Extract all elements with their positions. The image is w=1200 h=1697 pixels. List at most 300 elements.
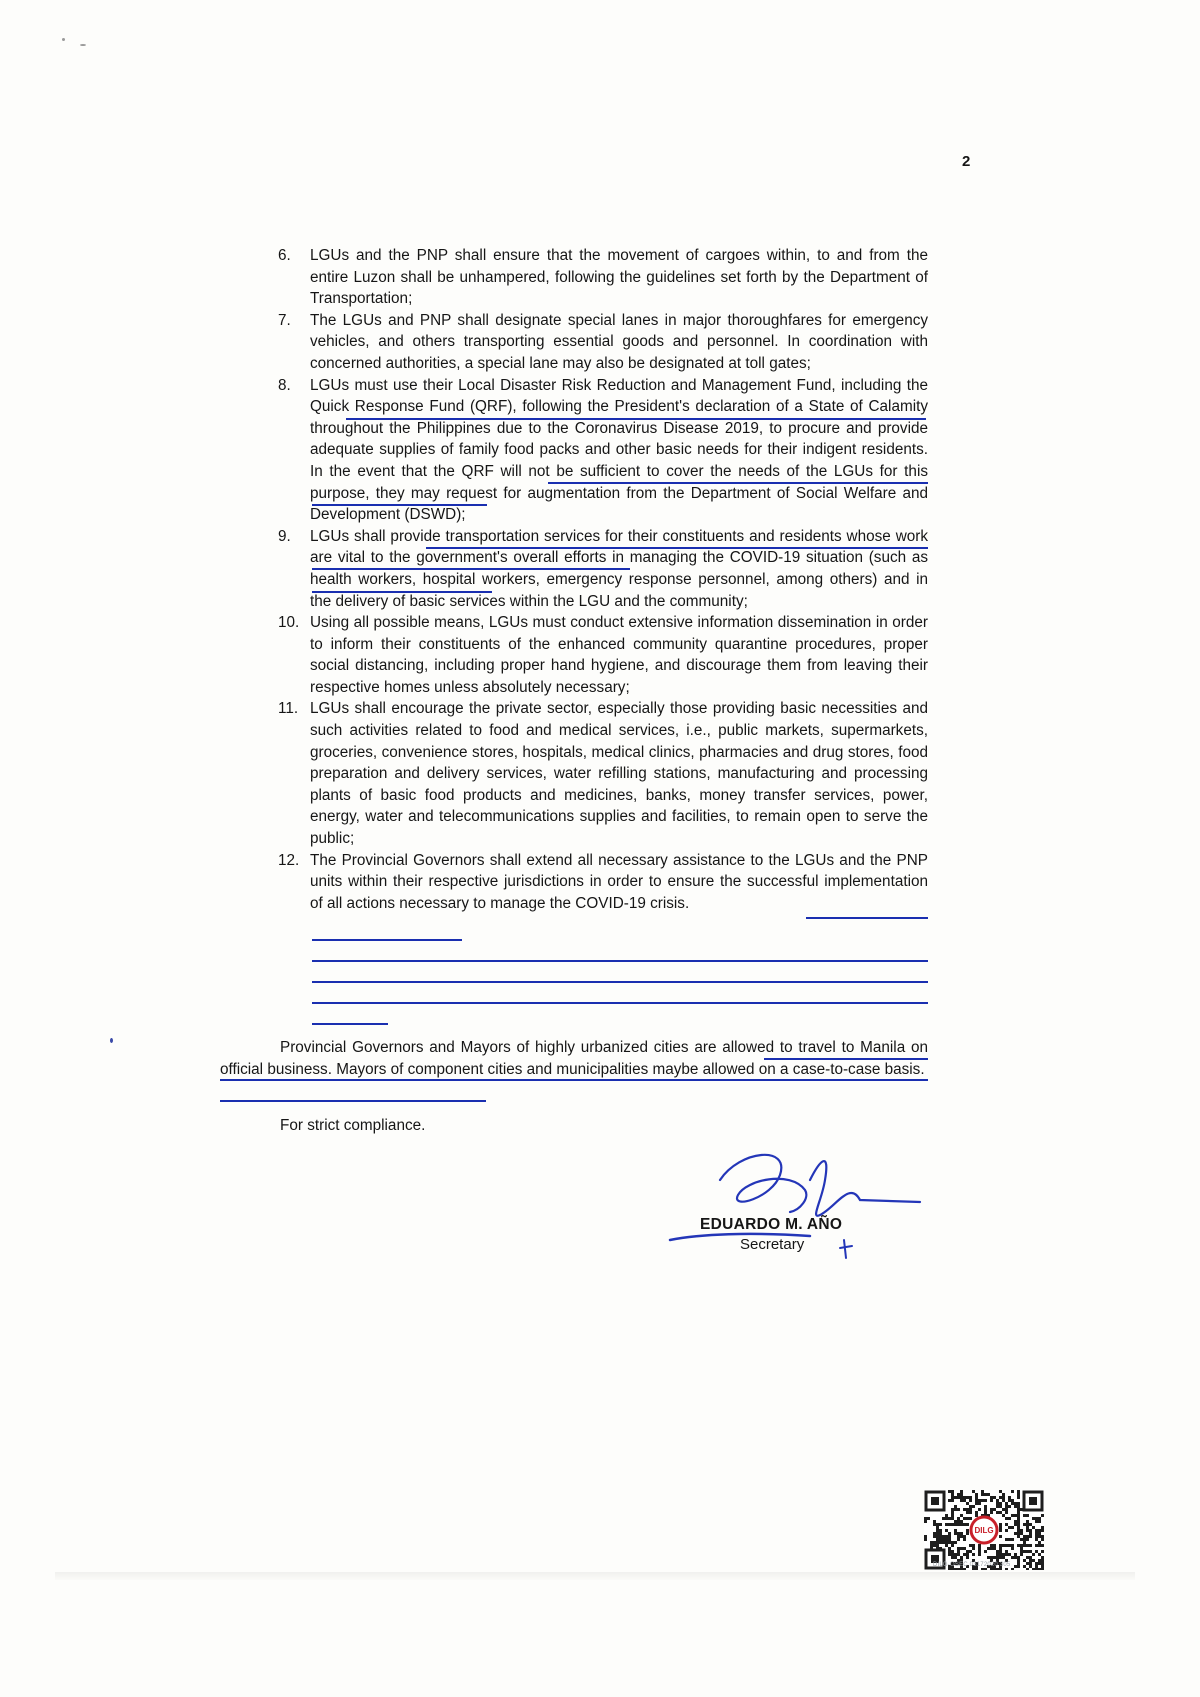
qr-module (936, 1529, 939, 1532)
qr-module (924, 1520, 927, 1523)
scan-edge-divider (55, 1572, 1135, 1580)
pen-underline (312, 1023, 388, 1025)
qr-module (1005, 1508, 1008, 1511)
qr-module (1020, 1547, 1023, 1550)
qr-module (984, 1499, 987, 1502)
qr-module (951, 1544, 954, 1547)
qr-module (1029, 1532, 1032, 1535)
qr-module (954, 1541, 957, 1544)
qr-module (933, 1520, 936, 1523)
qr-module (1035, 1529, 1038, 1532)
list-item-text: The LGUs and PNP shall designate special lanes in major thoroughfares for emergency vehicles, and others transporting essential goods and personnel. In coordination with concerned authorities, a special lane may also be designated at toll gates; (310, 311, 928, 372)
qr-module (969, 1508, 972, 1511)
qr-module (963, 1517, 966, 1520)
qr-module (966, 1556, 969, 1559)
qr-module (1005, 1511, 1008, 1514)
qr-module (1029, 1556, 1032, 1559)
qr-module (942, 1517, 945, 1520)
qr-module (942, 1535, 945, 1538)
qr-module (972, 1568, 975, 1570)
list-item-text: LGUs shall encourage the private sector, especially those providing basic necessities and such activities related to food and medical services, i.e., public markets, supermarkets, groceries, convenience stores, hospitals, medical clinics, pharmacies and drug stores, food preparation and delivery services, water refilling stations, manufacturing and processing plants of basic food products and medicines, banks, money transfer services, power, energy, water and telecommunications supplies and facilities, to remain open to serve the public; (310, 700, 928, 848)
qr-module (951, 1511, 954, 1514)
qr-module (1032, 1559, 1035, 1562)
qr-module (1002, 1514, 1005, 1517)
qr-module (1038, 1568, 1041, 1570)
qr-module (1035, 1568, 1038, 1570)
qr-module (948, 1568, 951, 1570)
page-number: 2 (962, 153, 971, 170)
qr-module (975, 1514, 978, 1517)
qr-module (1035, 1565, 1038, 1568)
qr-module (1008, 1517, 1011, 1520)
qr-module (993, 1547, 996, 1550)
qr-module (966, 1502, 969, 1505)
signatory-name: EDUARDO M. AÑO (700, 1216, 843, 1233)
qr-module (936, 1538, 939, 1541)
qr-module (1041, 1568, 1044, 1570)
list-item (278, 310, 928, 375)
qr-module (1035, 1562, 1038, 1565)
qr-module (960, 1493, 963, 1496)
qr-module (1011, 1526, 1014, 1529)
qr-module (951, 1508, 954, 1511)
qr-module (948, 1523, 951, 1526)
qr-module (1008, 1526, 1011, 1529)
qr-module (1011, 1556, 1014, 1559)
qr-module (978, 1499, 981, 1502)
qr-module (1017, 1544, 1020, 1547)
qr-module (1023, 1541, 1026, 1544)
qr-module (1008, 1544, 1011, 1547)
qr-module (1005, 1538, 1008, 1541)
qr-module (930, 1541, 933, 1544)
qr-module (996, 1556, 999, 1559)
pen-underline (220, 1100, 486, 1102)
qr-module (1017, 1496, 1020, 1499)
qr-module (996, 1505, 999, 1508)
qr-module (990, 1547, 993, 1550)
qr-module (1017, 1493, 1020, 1496)
qr-module (966, 1532, 969, 1535)
qr-module (948, 1553, 951, 1556)
qr-module (936, 1523, 939, 1526)
qr-module (990, 1496, 993, 1499)
qr-module (984, 1493, 987, 1496)
qr-module (939, 1532, 942, 1535)
qr-module (1002, 1496, 1005, 1499)
qr-module (951, 1496, 954, 1499)
qr-module (954, 1553, 957, 1556)
qr-module (954, 1568, 957, 1570)
qr-module (1008, 1499, 1011, 1502)
qr-module (990, 1511, 993, 1514)
qr-module (1017, 1559, 1020, 1562)
list-item (278, 850, 928, 915)
qr-module (954, 1505, 957, 1508)
qr-module (981, 1499, 984, 1502)
qr-module (1029, 1529, 1032, 1532)
qr-module (1038, 1517, 1041, 1520)
qr-module (930, 1544, 933, 1547)
qr-module (1011, 1490, 1014, 1493)
list-item-number: 9. (278, 527, 291, 545)
qr-module (951, 1568, 954, 1570)
qr-module (1002, 1493, 1005, 1496)
qr-module (999, 1547, 1002, 1550)
list-item-text: LGUs shall provide transportation services for their constituents and residents whose work are vital to the government's overall efforts in managing the COVID-19 situation (such as health workers, hospital workers, emergency response personnel, among others) and in the delivery of basic services within the LGU and the community; (310, 527, 928, 610)
qr-module (1017, 1502, 1020, 1505)
qr-module (1023, 1523, 1026, 1526)
qr-module (1014, 1523, 1017, 1526)
qr-module (960, 1514, 963, 1517)
qr-module (1041, 1526, 1044, 1529)
qr-module (1026, 1568, 1029, 1570)
qr-module (936, 1541, 939, 1544)
list-item (278, 612, 928, 698)
qr-module (924, 1538, 927, 1541)
qr-module (963, 1523, 966, 1526)
qr-module (975, 1493, 978, 1496)
pen-underline (312, 939, 462, 941)
qr-module (963, 1568, 966, 1570)
qr-module (1026, 1520, 1029, 1523)
qr-module (1023, 1514, 1026, 1517)
qr-module (1014, 1505, 1017, 1508)
qr-module (957, 1508, 960, 1511)
qr-module (948, 1535, 951, 1538)
qr-module (1041, 1538, 1044, 1541)
qr-module (999, 1505, 1002, 1508)
qr-module (948, 1541, 951, 1544)
qr-module (1041, 1529, 1044, 1532)
pen-underline (312, 591, 492, 593)
qr-module (966, 1508, 969, 1511)
qr-module (999, 1544, 1002, 1547)
qr-module (942, 1538, 945, 1541)
qr-module (1017, 1523, 1020, 1526)
qr-module (960, 1556, 963, 1559)
qr-module (1035, 1532, 1038, 1535)
qr-module (951, 1499, 954, 1502)
qr-module (990, 1568, 993, 1570)
qr-module (1032, 1553, 1035, 1556)
qr-module (1011, 1538, 1014, 1541)
qr-module (951, 1490, 954, 1493)
qr-module (1041, 1562, 1044, 1565)
closing-paragraph: Provincial Governors and Mayors of highly urbanized cities are allowed to travel to Manila on official business. Mayors of component cities and municipalities maybe allowed on a case-to-case basis. (220, 1039, 928, 1078)
qr-module (1035, 1544, 1038, 1547)
qr-module (939, 1538, 942, 1541)
qr-module (966, 1529, 969, 1532)
qr-module (1035, 1538, 1038, 1541)
qr-module (945, 1535, 948, 1538)
qr-module (1038, 1562, 1041, 1565)
qr-module (990, 1544, 993, 1547)
qr-module (1011, 1502, 1014, 1505)
qr-module (960, 1523, 963, 1526)
qr-module (933, 1535, 936, 1538)
qr-module (990, 1499, 993, 1502)
qr-module (1035, 1550, 1038, 1553)
qr-module (948, 1547, 951, 1550)
scan-speck (62, 38, 65, 41)
qr-module (1017, 1556, 1020, 1559)
qr-module (993, 1556, 996, 1559)
qr-module (1035, 1517, 1038, 1520)
qr-module (1029, 1562, 1032, 1565)
qr-module (1014, 1532, 1017, 1535)
qr-module (1032, 1526, 1035, 1529)
qr-module (948, 1538, 951, 1541)
qr-module (1014, 1565, 1017, 1568)
pen-underline (312, 1002, 928, 1004)
qr-module (1038, 1544, 1041, 1547)
qr-module (951, 1517, 954, 1520)
qr-module (945, 1517, 948, 1520)
qr-module (957, 1538, 960, 1541)
qr-module (969, 1499, 972, 1502)
qr-module (1008, 1553, 1011, 1556)
qr-module (1038, 1520, 1041, 1523)
qr-module (1017, 1505, 1020, 1508)
qr-module (1020, 1532, 1023, 1535)
qr-module (984, 1568, 987, 1570)
qr-module (966, 1550, 969, 1553)
qr-module (939, 1529, 942, 1532)
qr-module (948, 1532, 951, 1535)
qr-module (927, 1517, 930, 1520)
qr-module (1038, 1532, 1041, 1535)
qr-module (1041, 1514, 1044, 1517)
list-item-text: LGUs must use their Local Disaster Risk Reduction and Management Fund, including the Quick Response Fund (QRF), following the President's declaration of a State of Calamity throughout the Philippines due to the Coronavirus Disease 2019, to procure and provide adequate supplies of family food packs and other basic needs for their indigent residents. In the event that the QRF will not be sufficient to cover the needs of the LGUs for this purpose, they may request for augmentation from the Department of Social Welfare and Development (DSWD); (310, 376, 928, 524)
qr-module (1029, 1565, 1032, 1568)
qr-module (1017, 1517, 1020, 1520)
list-item-number: 12. (278, 851, 300, 869)
qr-module (978, 1508, 981, 1511)
qr-module (1041, 1565, 1044, 1568)
compliance-line: For strict compliance. (280, 1117, 426, 1134)
list-item-number: 8. (278, 376, 291, 394)
qr-module (960, 1535, 963, 1538)
qr-module (1017, 1514, 1020, 1517)
qr-module (984, 1511, 987, 1514)
qr-module (1026, 1544, 1029, 1547)
qr-module (996, 1502, 999, 1505)
qr-module (1038, 1529, 1041, 1532)
qr-module (1005, 1505, 1008, 1508)
qr-module (1038, 1553, 1041, 1556)
qr-module (1029, 1544, 1032, 1547)
qr-module (933, 1523, 936, 1526)
qr-module (1041, 1556, 1044, 1559)
qr-module (1005, 1568, 1008, 1570)
qr-module (957, 1517, 960, 1520)
qr-module (996, 1499, 999, 1502)
qr-module (945, 1523, 948, 1526)
qr-module (1002, 1556, 1005, 1559)
qr-module (966, 1523, 969, 1526)
qr-module (963, 1553, 966, 1556)
qr-module (963, 1508, 966, 1511)
qr-module (948, 1517, 951, 1520)
qr-module (924, 1535, 927, 1538)
qr-module (972, 1553, 975, 1556)
scan-speck (80, 44, 86, 46)
qr-module (1008, 1496, 1011, 1499)
qr-module (1020, 1553, 1023, 1556)
qr-module (1026, 1526, 1029, 1529)
list-item-text: Using all possible means, LGUs must conduct extensive information dissemination in order to inform their constituents of the enhanced community quarantine procedures, proper social distancing, including proper hand hygiene, and discourage them from leaving their respective homes unless absolutely necessary; (310, 614, 928, 696)
qr-module (948, 1550, 951, 1553)
qr-module (1017, 1535, 1020, 1538)
qr-module (978, 1550, 981, 1553)
qr-module (942, 1541, 945, 1544)
qr-module (1008, 1538, 1011, 1541)
qr-module (978, 1553, 981, 1556)
qr-module (957, 1493, 960, 1496)
qr-module (1026, 1556, 1029, 1559)
qr-module (1020, 1529, 1023, 1532)
pen-underline (346, 418, 926, 420)
qr-module (996, 1553, 999, 1556)
qr-module (1029, 1523, 1032, 1526)
qr-badge-label: DILG (974, 1526, 994, 1535)
qr-module (948, 1490, 951, 1493)
qr-module (975, 1496, 978, 1499)
qr-module (936, 1532, 939, 1535)
qr-module (957, 1535, 960, 1538)
qr-module (969, 1511, 972, 1514)
qr-module (957, 1550, 960, 1553)
qr-module (966, 1511, 969, 1514)
qr-module (960, 1532, 963, 1535)
qr-module (933, 1544, 936, 1547)
qr-module (1023, 1535, 1026, 1538)
qr-module (933, 1532, 936, 1535)
qr-module (972, 1544, 975, 1547)
qr-module (984, 1508, 987, 1511)
qr-module (975, 1511, 978, 1514)
qr-module (945, 1538, 948, 1541)
qr-module (1041, 1544, 1044, 1547)
qr-module (1041, 1535, 1044, 1538)
qr-module (960, 1496, 963, 1499)
qr-module (954, 1532, 957, 1535)
qr-module (1011, 1499, 1014, 1502)
qr-module (978, 1547, 981, 1550)
handwritten-signature-icon (660, 1140, 940, 1280)
qr-module (960, 1499, 963, 1502)
qr-module (1005, 1553, 1008, 1556)
qr-module (984, 1505, 987, 1508)
qr-module (993, 1508, 996, 1511)
qr-module (936, 1535, 939, 1538)
qr-module (999, 1502, 1002, 1505)
list-item-text: LGUs and the PNP shall ensure that the movement of cargoes within, to and from the entire Luzon shall be unhampered, following the guidelines set forth by the Department of Transportation; (310, 247, 928, 308)
pen-underline (426, 547, 928, 549)
qr-module (1026, 1529, 1029, 1532)
qr-module (969, 1496, 972, 1499)
scan-speck (110, 1038, 113, 1043)
qr-module (993, 1568, 996, 1570)
qr-module (993, 1544, 996, 1547)
qr-module (960, 1490, 963, 1493)
qr-module (1017, 1532, 1020, 1535)
qr-module (951, 1556, 954, 1559)
qr-module (960, 1568, 963, 1570)
qr-module (1020, 1538, 1023, 1541)
qr-module (1005, 1502, 1008, 1505)
qr-module (1020, 1544, 1023, 1547)
qr-module (975, 1568, 978, 1570)
qr-module (1029, 1559, 1032, 1562)
qr-module (1014, 1520, 1017, 1523)
qr-module (969, 1505, 972, 1508)
signatory-title: Secretary (740, 1236, 805, 1253)
qr-module (954, 1529, 957, 1532)
qr-module (1032, 1568, 1035, 1570)
qr-module (996, 1511, 999, 1514)
qr-module (954, 1523, 957, 1526)
qr-module (1017, 1511, 1020, 1514)
qr-module (1011, 1514, 1014, 1517)
qr-module (954, 1496, 957, 1499)
qr-module (1041, 1559, 1044, 1562)
list-item-number: 11. (278, 700, 299, 718)
pen-underline (548, 482, 928, 484)
qr-module (1002, 1508, 1005, 1511)
qr-module (951, 1493, 954, 1496)
qr-module (945, 1544, 948, 1547)
qr-module (957, 1568, 960, 1570)
qr-module (999, 1490, 1002, 1493)
qr-module (954, 1556, 957, 1559)
qr-module (972, 1505, 975, 1508)
qr-module (996, 1550, 999, 1553)
qr-module (1026, 1562, 1029, 1565)
qr-module (1014, 1502, 1017, 1505)
qr-module (1026, 1550, 1029, 1553)
qr-module (1035, 1535, 1038, 1538)
qr-module (957, 1496, 960, 1499)
qr-module (1029, 1535, 1032, 1538)
list-item-number: 7. (278, 311, 291, 329)
qr-module (1026, 1523, 1029, 1526)
qr-module (972, 1490, 975, 1493)
signature-block (660, 1140, 940, 1280)
qr-module (987, 1547, 990, 1550)
qr-module (1008, 1505, 1011, 1508)
qr-module (957, 1547, 960, 1550)
qr-module (963, 1499, 966, 1502)
qr-module (999, 1568, 1002, 1570)
qr-module (978, 1502, 981, 1505)
qr-module (1014, 1556, 1017, 1559)
qr-module (1011, 1544, 1014, 1547)
qr-module (951, 1514, 954, 1517)
qr-module (945, 1529, 948, 1532)
qr-module (1029, 1550, 1032, 1553)
qr-module (1002, 1499, 1005, 1502)
qr-module (981, 1568, 984, 1570)
qr-module (1017, 1490, 1020, 1493)
pen-underline (312, 981, 928, 983)
qr-module (960, 1520, 963, 1523)
qr-code-icon (924, 1490, 1044, 1570)
qr-module (957, 1553, 960, 1556)
qr-module (924, 1517, 927, 1520)
qr-module (1005, 1550, 1008, 1553)
